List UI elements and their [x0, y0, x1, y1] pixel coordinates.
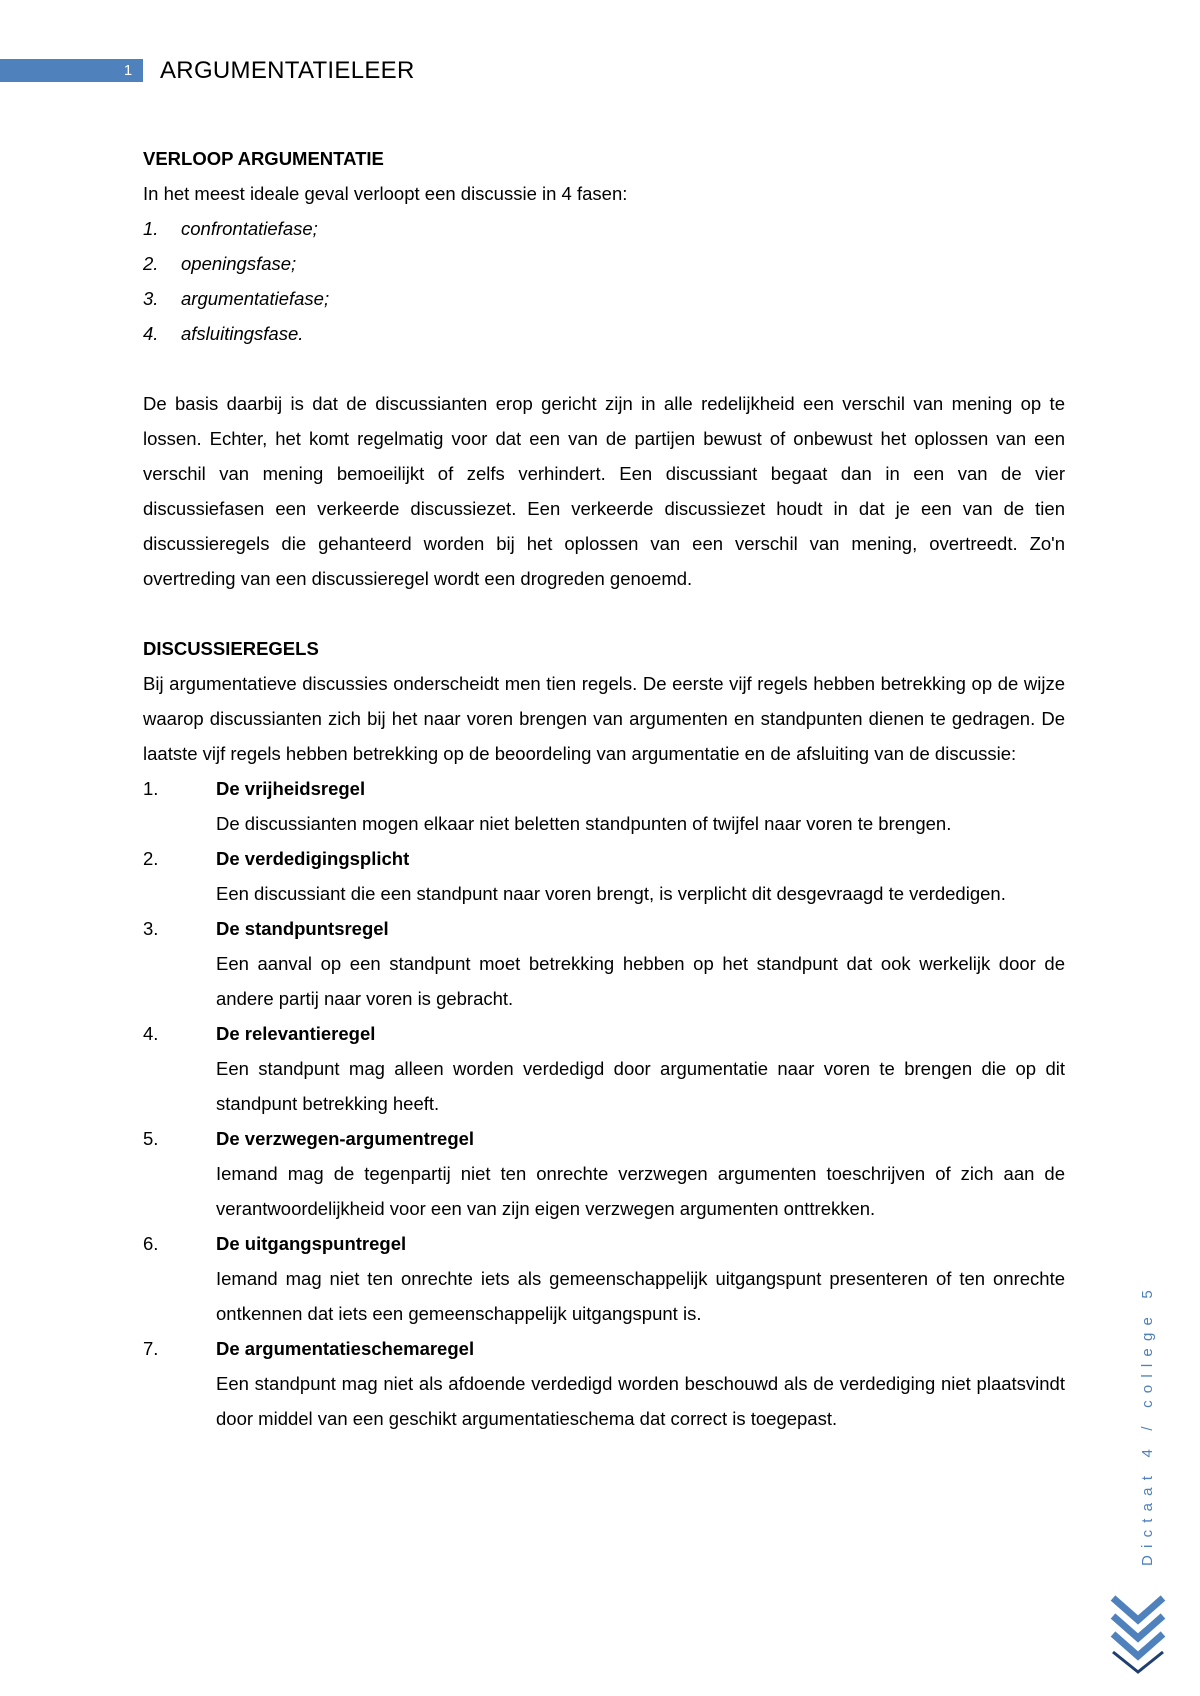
phase-item	[143, 211, 1065, 246]
spacer	[143, 351, 1065, 386]
rule-title	[143, 841, 1065, 876]
rule-item	[143, 911, 1065, 1016]
phase-item	[143, 316, 1065, 351]
chevron-logo-icon	[1110, 1594, 1166, 1676]
phase-number: 4.	[143, 323, 159, 344]
rule-description: De discussianten mogen elkaar niet beletten standpunten of twijfel naar voren te brengen.	[216, 813, 952, 834]
rule-title	[143, 1331, 1065, 1366]
rule-description: Iemand mag de tegenpartij niet ten onrechte verzwegen argumenten toeschrijven of zich aan de verantwoordelijkheid voor een van zijn eigen verzwegen argumenten onttrekken.	[216, 1163, 1065, 1219]
rule-title	[143, 1226, 1065, 1261]
section-heading-verloop: VERLOOP ARGUMENTATIE	[143, 148, 384, 169]
rule-name: De verdedigingsplicht	[216, 848, 410, 869]
section-heading-discussieregels: DISCUSSIEREGELS	[143, 638, 319, 659]
phase-number: 2.	[143, 253, 159, 274]
phase-item	[143, 246, 1065, 281]
rule-description: Iemand mag niet ten onrechte iets als gemeenschappelijk uitgangspunt presenteren of ten onrechte ontkennen dat iets een gemeenschappelijk uitgangspunt is.	[216, 1268, 1065, 1324]
rule-name: De uitgangspuntregel	[216, 1233, 407, 1254]
page-number: 1	[123, 62, 133, 79]
rule-item	[143, 1331, 1065, 1436]
rule-number: 5.	[143, 1128, 159, 1149]
rule-item	[143, 1121, 1065, 1226]
body-paragraph: De basis daarbij is dat de discussianten erop gericht zijn in alle redelijkheid een verschil van mening op te lossen. Echter, het komt regelmatig voor dat een van de partijen bewust of onbewust het oplossen van een verschil van mening bemoeilijkt of zelfs verhindert. Een discussiant begaat dan in een van de vier discussiefasen een verkeerde discussiezet. Een verkeerde discussiezet houdt in dat je een van de tien discussieregels die gehanteerd worden bij het oplossen van een verschil van mening, overtreedt. Zo'n overtreding van een discussieregel wordt een drogreden genoemd.	[143, 393, 1065, 589]
rule-name: De relevantieregel	[216, 1023, 376, 1044]
rule-item	[143, 841, 1065, 911]
rule-number: 6.	[143, 1233, 159, 1254]
rule-number: 4.	[143, 1023, 159, 1044]
rule-title	[143, 911, 1065, 946]
rule-list	[143, 771, 1065, 1436]
phase-text: argumentatiefase;	[181, 288, 330, 309]
rule-number: 1.	[143, 778, 159, 799]
phase-item	[143, 281, 1065, 316]
phase-number: 3.	[143, 288, 159, 309]
rule-description: Een standpunt mag alleen worden verdedigd door argumentatie naar voren te brengen die op dit standpunt betrekking heeft.	[216, 1058, 1065, 1114]
phase-text: afsluitingsfase.	[181, 323, 304, 344]
rule-item	[143, 1226, 1065, 1331]
chapter-title: ARGUMENTATIELEER	[160, 57, 415, 84]
side-footer-label: Dictaat 4 / college 5	[1139, 1283, 1156, 1566]
section-intro: Bij argumentatieve discussies onderscheidt men tien regels. De eerste vijf regels hebben betrekking op de wijze waarop discussianten zich bij het naar voren brengen van argumenten en standpunten dienen te gedragen. De laatste vijf regels hebben betrekking op de beoordeling van argumentatie en de afsluiting van de discussie:	[143, 673, 1065, 764]
rule-number: 7.	[143, 1338, 159, 1359]
rule-title	[143, 1016, 1065, 1051]
rule-description: Een standpunt mag niet als afdoende verdedigd worden beschouwd als de verdediging niet plaatsvindt door middel van een geschikt argumentatieschema dat correct is toegepast.	[216, 1373, 1065, 1429]
phase-text: openingsfase;	[181, 253, 297, 274]
section-intro: In het meest ideale geval verloopt een discussie in 4 fasen:	[143, 183, 628, 204]
rule-name: De vrijheidsregel	[216, 778, 366, 799]
rule-item	[143, 1016, 1065, 1121]
rule-title	[143, 771, 1065, 806]
phase-text: confrontatiefase;	[181, 218, 318, 239]
rule-number: 2.	[143, 848, 159, 869]
rule-name: De standpuntsregel	[216, 918, 389, 939]
phase-list	[143, 211, 1065, 351]
rule-title	[143, 1121, 1065, 1156]
rule-item	[143, 771, 1065, 841]
rule-name: De verzwegen-argumentregel	[216, 1128, 475, 1149]
spacer	[143, 596, 1065, 631]
rule-description: Een discussiant die een standpunt naar voren brengt, is verplicht dit desgevraagd te verdedigen.	[216, 883, 1006, 904]
rule-description: Een aanval op een standpunt moet betrekking hebben op het standpunt dat ook werkelijk door de andere partij naar voren is gebracht.	[216, 953, 1065, 1009]
rule-number: 3.	[143, 918, 159, 939]
phase-number: 1.	[143, 218, 159, 239]
rule-name: De argumentatieschemaregel	[216, 1338, 475, 1359]
document-body	[143, 141, 1065, 1436]
